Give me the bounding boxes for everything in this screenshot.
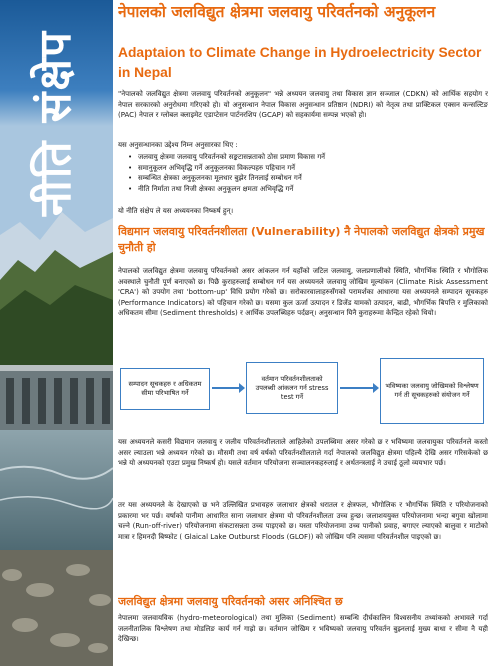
- section-heading-vulnerability: विद्यमान जलवायु परिवर्तनशीलता (Vulnerability) नै नेपालको जलविद्युत क्षेत्रको प्रमुख चुनौती हो: [118, 225, 485, 254]
- title-english: Adaptaion to Climate Change in Hydroelectricity Sector in Nepal: [118, 45, 482, 80]
- impacts-paragraph: तर यस अध्ययनले के देखाएको छ भने उल्लिखित प्रभावहरु जलाधार क्षेत्रको धरातल र क्षेत्रफल, भौगोलिक र भौगर्भिक स्थिति र परियोजनाको प्रकारमा भर पर्छ। वर्षाको पानीमा आधारित साना जलाधार क्षेत्रमा यो परिवर्तनशीलता उच्च हुन्छ। जलाशययुक्त परियोजनामा भन्दा बगुवा खोलामा चल्ने (Run-off-river) परियोजनामा संकटासन्नता उच्च पाइएको छ। यस्ता परियोजनामा उच्च पानीको प्रवाह, बगाएर ल्याएको बालुवा र माटोको मात्रा र हिमनदी बिष्फोट ( Glaical Lake Outburst Floods (GLOF)) को जोखिम पनि त्यसमा परिवर्तनशील पाइएको छ।: [118, 501, 488, 541]
- title-nepali: नेपालको जलविद्युत क्षेत्रमा जलवायु परिवर्तनको अनुकूलन: [118, 3, 436, 21]
- side-title: नीति संक्षेप: [30, 30, 81, 216]
- main-content: [118, 0, 488, 666]
- arrow-right-icon: [340, 387, 374, 389]
- list-item: • जलवायु क्षेत्रमा जलवायु परिवर्तनको सङ्कटासन्नताको ठोस प्रमाण विकास गर्ने: [128, 152, 486, 163]
- list-item: • सम्बन्धित क्षेत्रका अनुकूलनका मूलधार बुझेर तिनलाई सम्बोधन गर्ने: [128, 173, 486, 184]
- arrow-right-icon: [212, 387, 240, 389]
- summary-note: यो नीति संक्षेप ले यस अध्ययनका निष्कर्ष हुन्।: [118, 207, 234, 215]
- list-item: • समानुकूलन अभिवृद्धि गर्ने अनुकूलनका विकल्पहरु पहिचान गर्ने: [128, 163, 486, 174]
- cover-photo-strip: [0, 0, 113, 666]
- flow-step-future-risk: भविष्यका जलवायु जोखिमको विश्लेषण गर्न ती सूचकहरुको संयोजन गर्ने: [380, 358, 484, 424]
- vulnerability-paragraph: नेपालको जलविद्युत क्षेत्रमा जलवायु परिवर्तनको असर आंकलन गर्न यहाँको जटिल जलवायु, जलप्रणालीको स्थिति, भौगर्भिक स्थिति र भौगोलिक अवस्थाले चुनौती पूर्ण बनाएको छ। पिछै कुराहरुलाई सम्बोधन गर्न यस अध्ययनले जलवायु जोखिम मूल्यांकन (Climate Risk Assessment 'CRA') को उपयोग तथा 'bottom-up' विधि प्रयोग गरेको छ। सरोकारवालाहरुसँगको परामर्शका आधारमा यस अध्ययनले सम्पादन सूचकहरु (Performance Indicators) को पहिचान गरेको छ। यसमा कुल ऊर्जा उत्पादन र डिजेंड यामको उत्पादन, बाढी, भौगर्भिक बिपत्ति र मुलिकाको अधिकतम सीमा (Sediment thresholds) र आर्थिक उपलब्धिहरु पर्दछन्। अनुसन्धान यिनै कुराहरूमा केन्द्रित रहेको थियो।: [118, 267, 488, 318]
- objectives-list: [128, 152, 486, 194]
- section-heading-uncertainty: जलविद्युत क्षेत्रमा जलवायु परिवर्तनको असर अनिश्चित छ: [118, 595, 343, 608]
- intro-paragraph: "नेपालको जलविद्युत क्षेत्रमा जलवायु परिवर्तनको अनुकूलन" भन्ने अध्ययन जलवायु तथा विकास ज्ञान सञ्जाल (CDKN) को आर्थिक सहयोग र नेपाल सरकारको अनुरोधमा गरिएको हो। यो अनुसन्धान नेपाल विकास अनुसन्धान प्रतिष्ठान (NDRI) को नेतृत्व तथा प्राक्टिकल एक्सन कन्सल्टिङ (PAC) नेपाल र ग्लोबल क्लाइमेट एडाप्टेसन पार्टनरशिप (GCAP) को सहकार्यमा सम्पन्न भएको हो।: [118, 90, 488, 120]
- method-flow-diagram: [118, 358, 488, 428]
- list-item: • नीति निर्माता तथा निजी क्षेत्रका अनुकूलन क्षमता अभिवृद्धि गर्ने: [128, 184, 486, 195]
- objectives-intro: यस अनुसन्धानका उद्देश्य निम्न अनुसारका थिए :: [118, 141, 238, 149]
- flow-step-indicators: सम्पादन सूचकहरु र अधिकतम सीमा परिभाषित गर्ने: [120, 368, 210, 410]
- uncertainty-paragraph: नेपालमा जलवायविक (hydro-meteorological) तथा मुलिका (Sediment) सम्बन्धि दीर्घकालिन विश्वसनीय तथ्यांकको अभावले गर्दा जलनीतालिक विश्लेषण तथा मोडलिङ कार्य गर्न गाह्रो छ। वर्तमान जोखिम र भविष्यको जलवायु परिवर्तन बुझ्नलाई मुख्य बाधा र सीमा नै यही देखिन्छ।: [118, 614, 488, 644]
- flow-step-stress-test: वर्तमान परिवर्तनशीलताको उपलब्धी आंकलन गर्न stress test गर्ने: [246, 362, 338, 414]
- findings-paragraph: यस अध्ययनले कसरी विद्यमान जलवायु र जलीय परिवर्तनशीलताले आहिलेको उपलब्धिमा असर गरेको छ र भविष्यमा जलवायुका परिवर्तनले कस्तो असर ल्याउला भन्ने अध्ययन गरेको छ। मौसमी तथा वर्ष वर्षको परिवर्तनशीलताले गर्दा नेपालको जलविद्युत क्षेत्रमा पहिल्यै देखि असर गरिसकेको छ भन्ने यो अध्ययनको एउटा प्रमुख निष्कर्ष हो। यसले वर्तमान परियोजना सञ्चालनकहरुलाई र अर्थतन्त्रलाई ने उचाई ठूलो व्ययभार पर्छ।: [118, 438, 488, 468]
